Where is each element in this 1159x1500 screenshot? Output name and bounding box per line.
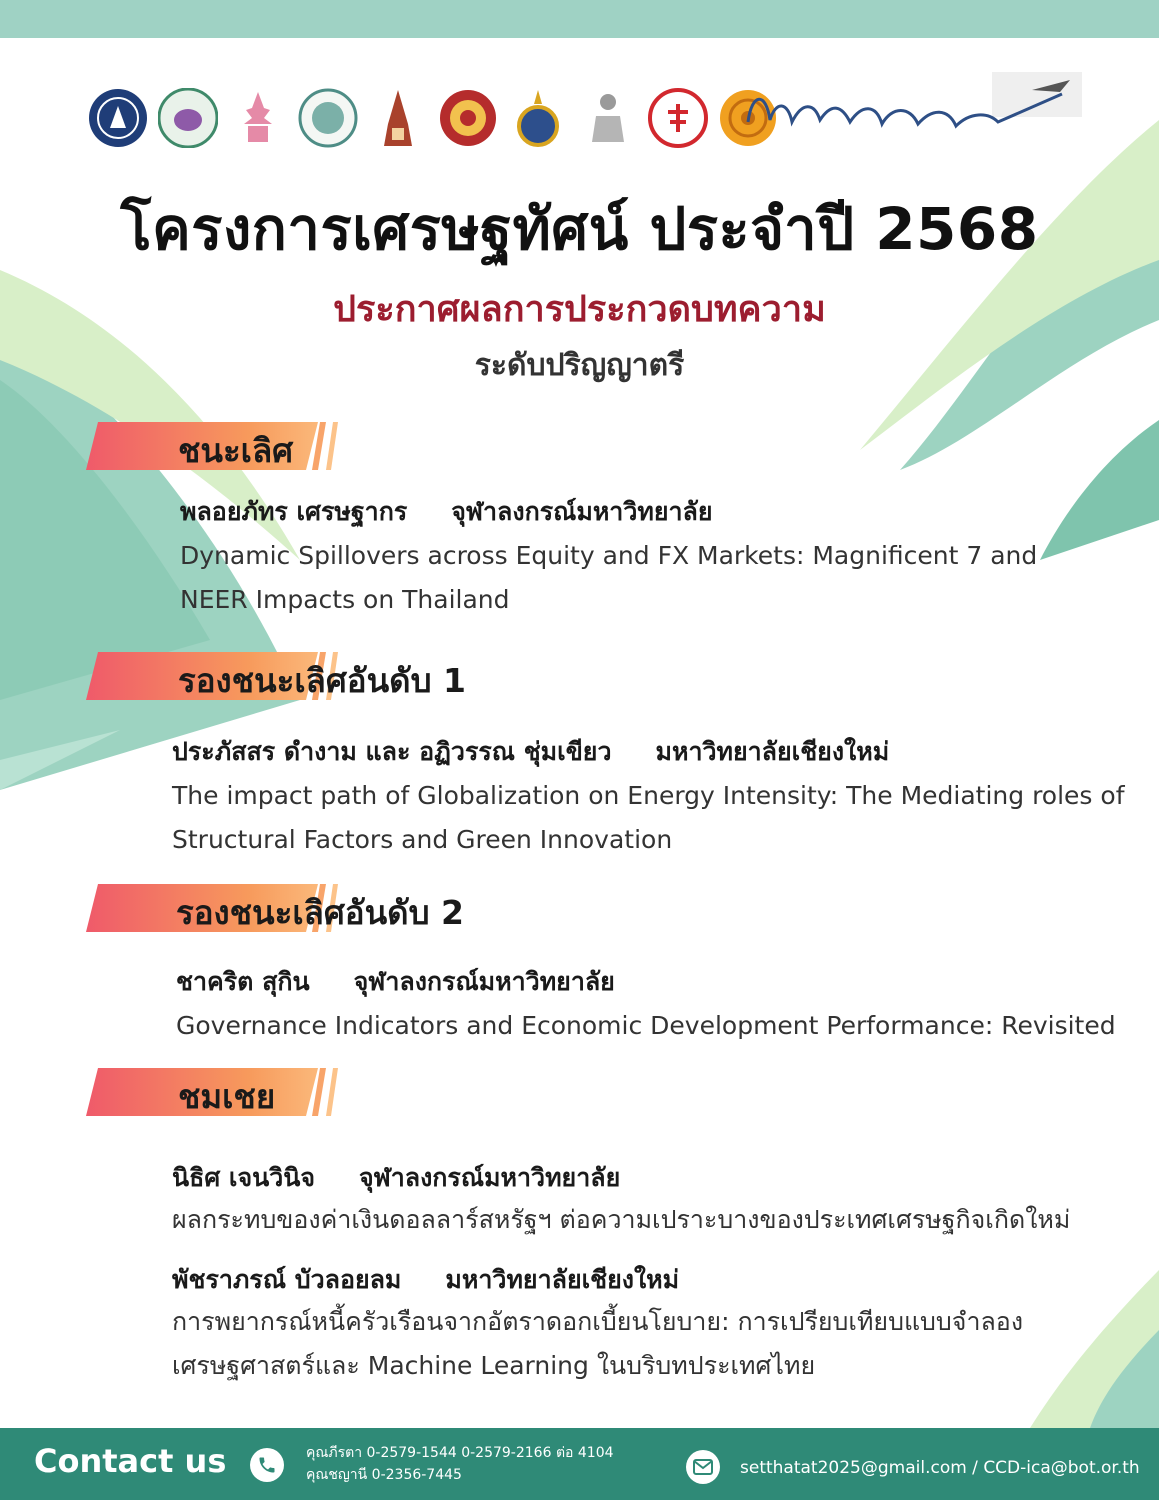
honorable-2-name-row <box>172 1260 679 1300</box>
honorable-1-name-row <box>172 1158 620 1198</box>
ribbon-runner-up-2 <box>86 884 464 932</box>
runner-up-1-name: ประภัสสร ดำงาม และ อฏิวรรณ ชุ่มเขียว <box>172 737 612 766</box>
elephant-seal-icon <box>158 88 218 148</box>
phone-line-2: คุณชญานี 0-2356-7445 <box>306 1467 462 1483</box>
ribbon-honorable <box>86 1068 346 1116</box>
green-seal-icon <box>298 88 358 148</box>
runner-up-1-name-row <box>172 732 889 772</box>
winner-paper-line1: Dynamic Spillovers across Equity and FX Markets: Magnificent 7 and <box>180 541 1038 570</box>
winner-paper <box>180 534 1037 622</box>
honorable-1-paper-line1: ผลกระทบของค่าเงินดอลลาร์สหรัฐฯ ต่อความเปราะบางของประเทศเศรษฐกิจเกิดใหม่ <box>172 1205 1071 1234</box>
runner-up-2-paper-line1: Governance Indicators and Economic Development Performance: Revisited <box>176 1011 1116 1040</box>
contact-footer <box>0 1428 1159 1500</box>
honorable-2-paper-line2: เศรษฐศาสตร์และ Machine Learning ในบริบทประเทศไทย <box>172 1351 816 1380</box>
ribbon-runner-up-1 <box>86 652 466 700</box>
honorable-2-paper <box>172 1300 1132 1388</box>
flower-seal-icon <box>438 88 498 148</box>
ribbon-winner <box>86 422 346 470</box>
honorable-1-university: จุฬาลงกรณ์มหาวิทยาลัย <box>358 1163 621 1192</box>
buddha-seal-icon <box>578 88 638 148</box>
level-subtitle: ระดับปริญญาตรี <box>474 348 685 383</box>
section-label-winner: ชนะเลิศ <box>178 431 294 470</box>
mail-icon <box>686 1450 720 1484</box>
university-seal-icon <box>88 88 148 148</box>
announcement-subtitle: ประกาศผลการประกวดบทความ <box>333 289 826 330</box>
section-label-runner-up-1: รองชนะเลิศอันดับ 1 <box>178 661 466 700</box>
partner-logos <box>88 78 778 158</box>
project-logo-script <box>742 72 1082 152</box>
page-title: โครงการเศรษฐทัศน์ ประจำปี 2568 <box>120 195 1039 263</box>
phone-contacts <box>306 1442 614 1486</box>
runner-up-1-university: มหาวิทยาลัยเชียงใหม่ <box>655 737 890 766</box>
section-label-runner-up-2: รองชนะเลิศอันดับ 2 <box>176 893 464 932</box>
runner-up-2-name-row <box>176 962 615 1002</box>
winner-name-row <box>180 492 713 532</box>
contact-title: Contact us <box>34 1442 227 1480</box>
winner-university: จุฬาลงกรณ์มหาวิทยาลัย <box>451 497 713 526</box>
runner-up-1-paper <box>172 774 1132 862</box>
contact-email[interactable]: setthatat2025@gmail.com / CCD-ica@bot.or.th <box>740 1458 1140 1478</box>
runner-up-1-paper-line2: Structural Factors and Green Innovation <box>172 825 673 854</box>
temple-seal-icon <box>368 88 428 148</box>
honorable-1-paper <box>172 1198 1132 1242</box>
section-label-honorable: ชมเชย <box>178 1077 276 1116</box>
crown-seal-icon <box>508 88 568 148</box>
runner-up-2-university: จุฬาลงกรณ์มหาวิทยาลัย <box>353 967 615 996</box>
honorable-2-university: มหาวิทยาลัยเชียงใหม่ <box>445 1265 680 1294</box>
phone-line-1: คุณภีรตา 0-2579-1544 0-2579-2166 ต่อ 4104 <box>306 1445 614 1461</box>
pagoda-seal-icon <box>228 88 288 148</box>
honorable-2-paper-line1: การพยากรณ์หนี้ครัวเรือนจากอัตราดอกเบี้ยนโยบาย: การเปรียบเทียบแบบจำลอง <box>172 1307 1024 1336</box>
winner-paper-line2: NEER Impacts on Thailand <box>180 585 510 614</box>
runner-up-1-paper-line1: The impact path of Globalization on Energy Intensity: The Mediating roles of <box>172 781 1125 810</box>
runner-up-2-name: ชาคริต สุกิน <box>176 967 310 996</box>
phone-icon <box>250 1448 284 1482</box>
winner-name: พลอยภัทร เศรษฐากร <box>180 497 408 526</box>
red-seal-icon <box>648 88 708 148</box>
runner-up-2-paper <box>176 1004 1136 1048</box>
honorable-2-name: พัชราภรณ์ บัวลอยลม <box>172 1265 402 1294</box>
honorable-1-name: นิธิศ เจนวินิจ <box>172 1163 315 1192</box>
